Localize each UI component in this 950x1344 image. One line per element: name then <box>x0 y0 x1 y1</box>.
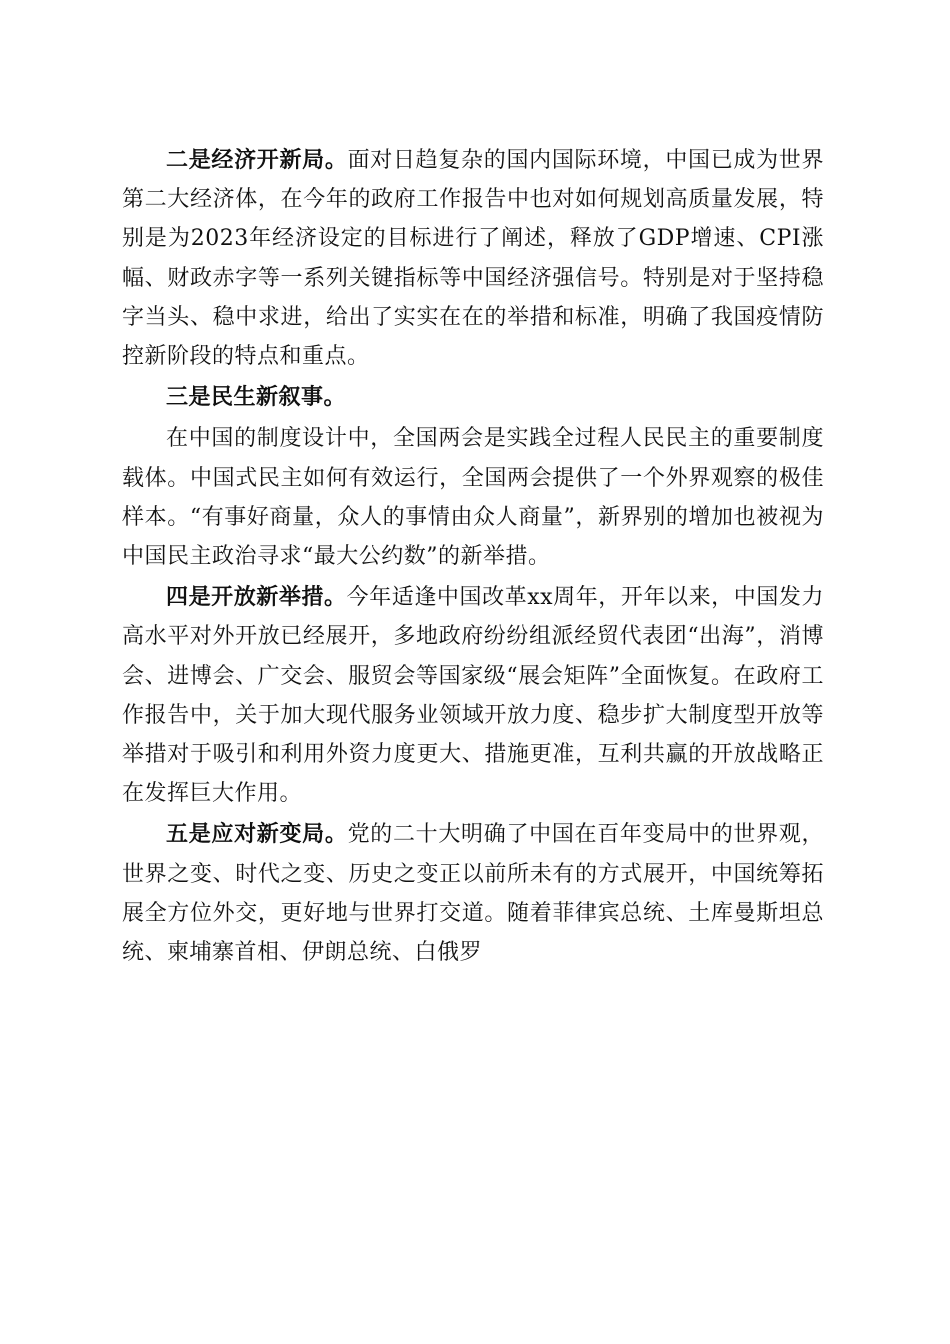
paragraph-opening-lead: 四是开放新举措。 <box>166 584 347 611</box>
paragraph-new-situation <box>122 815 824 972</box>
paragraph-new-situation-text: 党的二十大明确了中国在百年变局中的世界观，世界之变、时代之变、历史之变正以前所未有的方式展开，中国统筹拓展全方位外交，更好地与世界打交道。随着菲律宾总统、土库曼斯坦总统、柬埔寨首相、伊朗总统、白俄罗 <box>122 822 824 966</box>
paragraph-economy-lead: 二是经济开新局。 <box>166 147 348 173</box>
paragraph-economy <box>122 141 824 376</box>
document-body <box>122 141 824 972</box>
paragraph-democracy-text: 在中国的制度设计中，全国两会是实践全过程人民民主的重要制度载体。中国式民主如何有效运行，全国两会提供了一个外界观察的极佳样本。“有事好商量，众人的事情由众人商量”，新界别的增加也被视为中国民主政治寻求“最大公约数”的新举措。 <box>122 426 824 570</box>
paragraph-democracy <box>122 419 824 576</box>
paragraph-economy-text: 面对日趋复杂的国内国际环境，中国已成为世界第二大经济体，在今年的政府工作报告中也对如何规划高质量发展，特别是为2023年经济设定的目标进行了阐述，释放了GDP增速、CPI涨幅、财政赤字等一系列关键指标等中国经济强信号。特别是对于坚持稳字当头、稳中求进，给出了实实在在的举措和标准，明确了我国疫情防控新阶段的特点和重点。 <box>122 148 824 370</box>
paragraph-opening <box>122 578 824 813</box>
paragraph-livelihood-heading <box>122 378 824 417</box>
paragraph-opening-text: 今年适逢中国改革xx周年，开年以来，中国发力高水平对外开放已经展开，多地政府纷纷组派经贸代表团“出海”，消博会、进博会、广交会、服贸会等国家级“展会矩阵”全面恢复。在政府工作报告中，关于加大现代服务业领域开放力度、稳步扩大制度型开放等举措对于吸引和利用外资力度更大、措施更准，互利共赢的开放战略正在发挥巨大作用。 <box>122 585 824 807</box>
paragraph-new-situation-lead: 五是应对新变局。 <box>166 821 348 848</box>
paragraph-livelihood-lead: 三是民生新叙事。 <box>166 384 347 411</box>
